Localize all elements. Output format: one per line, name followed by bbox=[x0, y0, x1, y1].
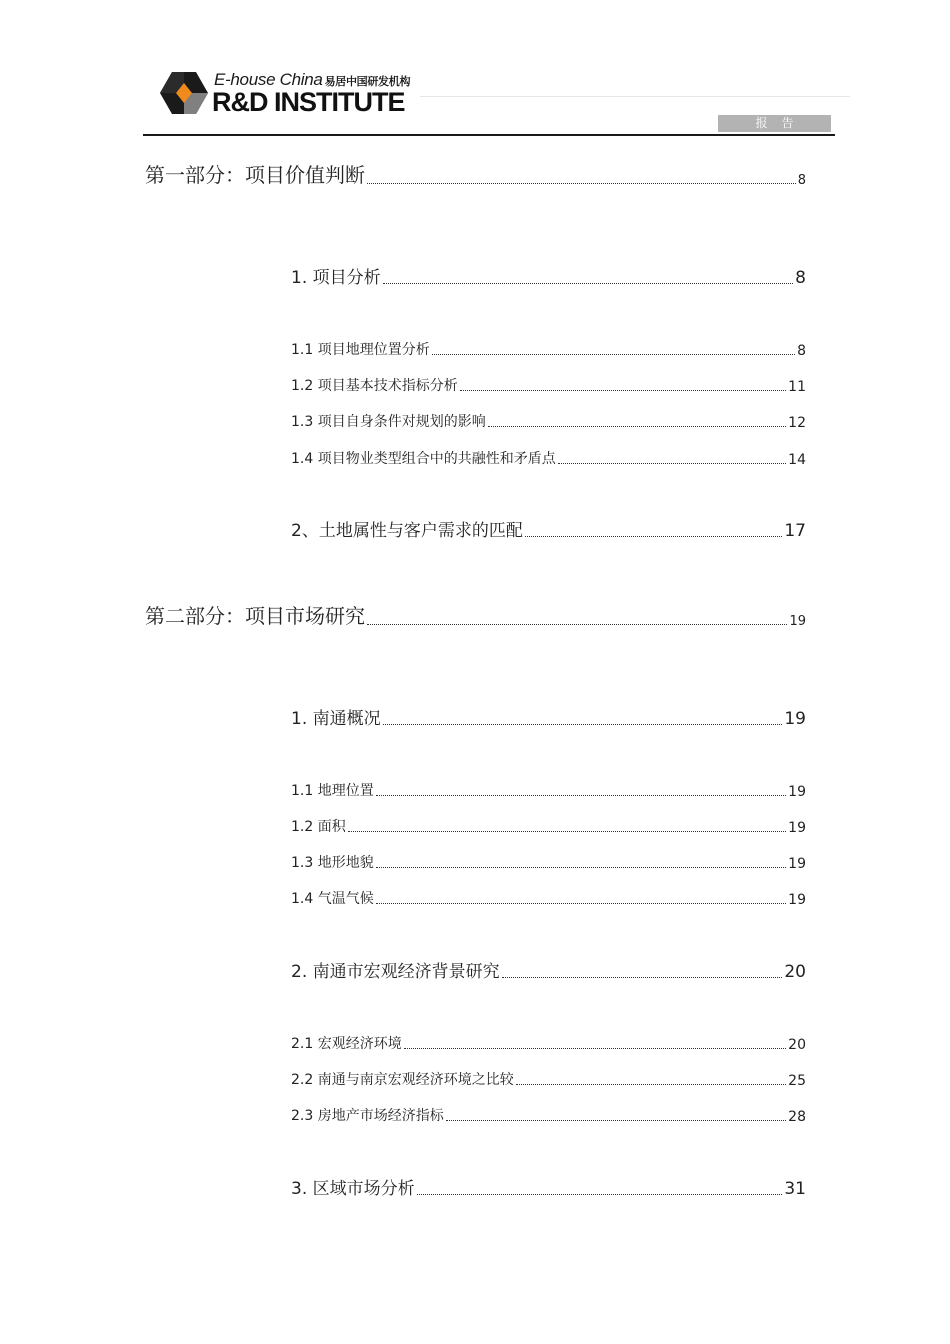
toc-leader bbox=[488, 426, 786, 427]
toc-title: 2. 南通市宏观经济背景研究 bbox=[291, 962, 500, 982]
toc-page: 20 bbox=[784, 962, 806, 982]
toc-page: 8 bbox=[797, 173, 806, 188]
toc-title: 第一部分：项目价值判断 bbox=[145, 163, 365, 187]
toc-entry[interactable] bbox=[291, 1031, 806, 1053]
toc-title: 2.2 南通与南京宏观经济环境之比较 bbox=[291, 1072, 514, 1088]
toc-page: 14 bbox=[788, 452, 806, 468]
toc-leader bbox=[446, 1120, 786, 1121]
toc-page: 19 bbox=[788, 784, 806, 800]
toc-leader bbox=[558, 463, 786, 464]
toc-leader bbox=[417, 1194, 783, 1195]
toc-leader bbox=[383, 283, 794, 284]
toc-leader bbox=[383, 724, 783, 725]
toc-leader bbox=[376, 795, 786, 796]
toc-title: 1.3 地形地貌 bbox=[291, 855, 374, 871]
logo-top-cn: 易居中国研发机构 bbox=[324, 76, 411, 88]
report-badge: 报告 bbox=[718, 115, 831, 132]
toc-title: 1. 南通概况 bbox=[291, 709, 381, 729]
toc-leader bbox=[376, 867, 786, 868]
toc-entry[interactable] bbox=[291, 886, 806, 908]
toc-entry[interactable] bbox=[291, 778, 806, 800]
cube-logo-icon bbox=[158, 70, 210, 116]
toc-entry[interactable] bbox=[291, 262, 806, 288]
toc-leader bbox=[502, 977, 783, 978]
toc-leader bbox=[404, 1048, 786, 1049]
toc-page: 25 bbox=[788, 1073, 806, 1089]
toc-entry[interactable] bbox=[291, 850, 806, 872]
toc-entry[interactable] bbox=[291, 956, 806, 982]
toc-page: 20 bbox=[788, 1037, 806, 1053]
toc-title: 1. 项目分析 bbox=[291, 268, 381, 288]
toc-entry[interactable] bbox=[145, 158, 806, 188]
toc-page: 19 bbox=[788, 892, 806, 908]
toc-page: 19 bbox=[788, 856, 806, 872]
toc-page: 19 bbox=[788, 820, 806, 836]
toc-page: 31 bbox=[784, 1179, 806, 1199]
toc-leader bbox=[376, 903, 786, 904]
toc-page: 12 bbox=[788, 415, 806, 431]
toc-leader bbox=[460, 390, 786, 391]
toc-entry[interactable] bbox=[291, 1173, 806, 1199]
toc-title: 3. 区域市场分析 bbox=[291, 1179, 415, 1199]
header-thin-rule bbox=[420, 96, 850, 97]
toc-page: 28 bbox=[788, 1109, 806, 1125]
toc-page: 17 bbox=[784, 521, 806, 541]
toc-title: 1.2 面积 bbox=[291, 819, 346, 835]
toc-entry[interactable] bbox=[291, 337, 806, 359]
toc-page: 19 bbox=[784, 709, 806, 729]
logo-bottom-text: R&D INSTITUTE bbox=[212, 87, 405, 117]
toc-entry[interactable] bbox=[291, 814, 806, 836]
toc-leader bbox=[432, 354, 795, 355]
toc-title: 2、土地属性与客户需求的匹配 bbox=[291, 521, 523, 541]
toc-entry[interactable] bbox=[291, 409, 806, 431]
toc-title: 1.4 项目物业类型组合中的共融性和矛盾点 bbox=[291, 451, 556, 467]
toc-page: 8 bbox=[797, 343, 806, 359]
toc-title: 1.3 项目自身条件对规划的影响 bbox=[291, 414, 486, 430]
toc-entry[interactable] bbox=[291, 373, 806, 395]
toc-entry[interactable] bbox=[291, 446, 806, 468]
toc-title: 第二部分：项目市场研究 bbox=[145, 604, 365, 628]
header-rule bbox=[143, 134, 835, 136]
toc-entry[interactable] bbox=[291, 515, 806, 541]
toc-leader bbox=[367, 624, 787, 625]
toc-leader bbox=[367, 183, 796, 184]
page-header bbox=[0, 0, 950, 140]
toc-entry[interactable] bbox=[291, 1067, 806, 1089]
toc-entry[interactable] bbox=[291, 703, 806, 729]
toc-title: 1.4 气温气候 bbox=[291, 891, 374, 907]
toc-entry[interactable] bbox=[145, 599, 806, 629]
toc-page: 8 bbox=[795, 268, 806, 288]
toc-title: 1.1 地理位置 bbox=[291, 783, 374, 799]
toc-page: 11 bbox=[788, 379, 806, 395]
toc-leader bbox=[525, 536, 783, 537]
toc-title: 1.2 项目基本技术指标分析 bbox=[291, 378, 458, 394]
toc-title: 2.1 宏观经济环境 bbox=[291, 1036, 402, 1052]
toc-title: 1.1 项目地理位置分析 bbox=[291, 342, 430, 358]
toc-title: 2.3 房地产市场经济指标 bbox=[291, 1108, 444, 1124]
toc-leader bbox=[516, 1084, 786, 1085]
toc-entry[interactable] bbox=[291, 1103, 806, 1125]
toc-leader bbox=[348, 831, 786, 832]
toc-page: 19 bbox=[789, 614, 806, 629]
logo-top-text: E-house China 易居中国研发机构 bbox=[214, 70, 411, 89]
